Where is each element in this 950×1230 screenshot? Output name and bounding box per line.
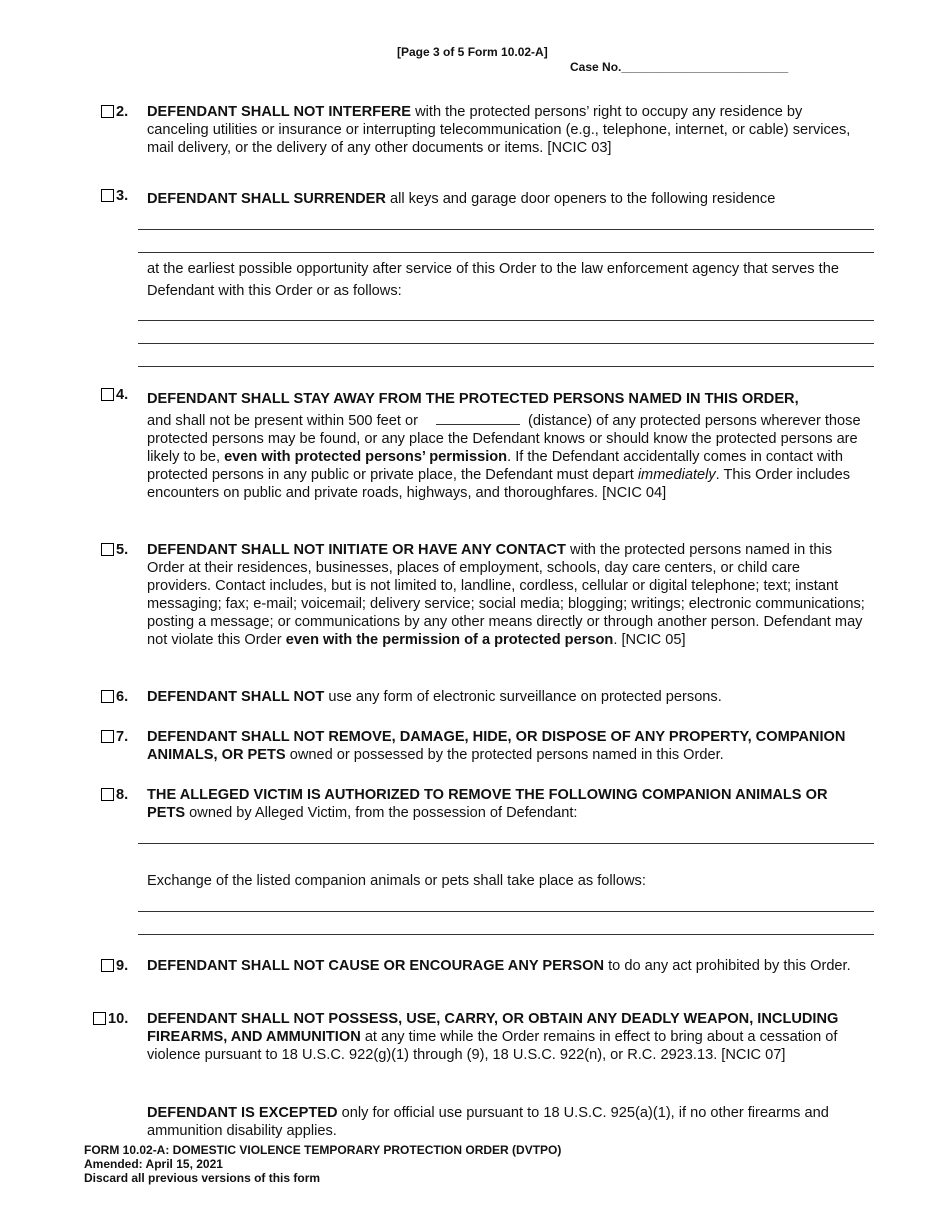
item-7-heading: DEFENDANT SHALL NOT REMOVE, DAMAGE, HIDE, OR DISPOSE OF ANY PROPERTY, COMPANION ANIMALS, OR PETS	[147, 729, 846, 763]
item-3-body: all keys and garage door openers to the following residence	[385, 191, 776, 207]
item-4-heading-text: DEFENDANT SHALL STAY AWAY FROM THE PROTECTED PERSONS NAMED IN THIS ORDER,	[147, 391, 799, 407]
item-3-residence-line-1[interactable]	[138, 229, 874, 230]
item-5-text	[147, 541, 867, 649]
item-3-method-line-2[interactable]	[138, 343, 874, 344]
item-10-checkbox[interactable]	[93, 1012, 106, 1025]
item-4-checkbox[interactable]	[101, 388, 114, 401]
item-8-checkbox[interactable]	[101, 788, 114, 801]
item-8-number: 8.	[116, 787, 129, 803]
item-10-heading: DEFENDANT SHALL NOT POSSESS, USE, CARRY, OR OBTAIN ANY DEADLY WEAPON, INCLUDING FIREARMS, AND AMMUNITION	[147, 1011, 839, 1045]
item-4-body-b: (distance) of any protected persons wherever those protected persons may be found, or any place the Defendant knows or should know the protected persons are likely to be,	[147, 413, 861, 465]
item-8-body: owned by Alleged Victim, from the possession of Defendant:	[185, 805, 578, 821]
item-9-checkbox[interactable]	[101, 959, 114, 972]
item-4-heading	[147, 390, 867, 408]
item-5-permission: even with the permission of a protected person	[285, 632, 614, 648]
item-4-distance-blank[interactable]	[436, 412, 520, 425]
item-2-text	[147, 103, 867, 157]
item-10-number: 10.	[108, 1011, 129, 1027]
item-8-exchange-line-2[interactable]	[138, 934, 874, 935]
footer-discard-note: Discard all previous versions of this form	[84, 1171, 321, 1185]
item-3-text	[147, 190, 867, 208]
item-9-text	[147, 957, 867, 975]
item-2-checkbox[interactable]	[101, 105, 114, 118]
item-4-body-a: and shall not be present within 500 feet or	[147, 413, 418, 429]
item-2-body: with the protected persons’ right to occupy any residence by canceling utilities or insurance or interrupting telecommunication (e.g., telephone, internet, or cable) services, mail delivery, or the delivery of any other documents or items. [NCIC 03]	[147, 104, 851, 156]
item-7-checkbox[interactable]	[101, 730, 114, 743]
item-4-body-d: . This Order includes encounters on public and private roads, highways, and thoroughfares. [NCIC 04]	[147, 467, 851, 501]
item-5-heading: DEFENDANT SHALL NOT INITIATE OR HAVE ANY CONTACT	[147, 542, 566, 558]
footer-amended: Amended: April 15, 2021	[84, 1157, 223, 1171]
page-label: [Page 3 of 5 Form 10.02-A]	[397, 45, 548, 59]
item-5-body-b: . [NCIC 05]	[613, 632, 686, 648]
item-4-permission: even with protected persons’ permission	[224, 449, 508, 465]
case-number-label: Case No.	[570, 60, 622, 74]
item-8-heading: THE ALLEGED VICTIM IS AUTHORIZED TO REMOVE THE FOLLOWING COMPANION ANIMALS OR PETS	[147, 787, 828, 821]
item-5-checkbox[interactable]	[101, 543, 114, 556]
item-3-method-line-1[interactable]	[138, 320, 874, 321]
item-7-text	[147, 728, 867, 764]
item-3-checkbox[interactable]	[101, 189, 114, 202]
item-9-number: 9.	[116, 958, 129, 974]
item-10-exception-heading: DEFENDANT IS EXCEPTED	[147, 1105, 338, 1121]
item-4-body-c: . If the Defendant accidentally comes in contact with protected persons in any public or private place, the Defendant must depart	[147, 449, 843, 483]
item-6-text	[147, 688, 867, 706]
item-6-heading: DEFENDANT SHALL NOT	[147, 689, 325, 705]
item-10-exception	[147, 1104, 867, 1140]
case-number	[570, 60, 788, 74]
footer-form-title: FORM 10.02-A: DOMESTIC VIOLENCE TEMPORARY PROTECTION ORDER (DVTPO)	[84, 1143, 562, 1157]
item-7-number: 7.	[116, 729, 129, 745]
item-10-body: at any time while the Order remains in effect to bring about a cessation of violence pursuant to 18 U.S.C. 922(g)(1) through (9), 18 U.S.C. 922(n), or R.C. 2923.13. [NCIC 07]	[147, 1029, 838, 1063]
item-4-immediately: immediately	[637, 467, 716, 483]
item-3-residence-line-2[interactable]	[138, 252, 874, 253]
item-6-body: use any form of electronic surveillance on protected persons.	[324, 689, 722, 705]
item-3-number: 3.	[116, 188, 129, 204]
item-4-text	[147, 412, 867, 502]
item-3-method-line-3[interactable]	[138, 366, 874, 367]
item-8-text	[147, 786, 867, 822]
item-8-animals-line[interactable]	[138, 843, 874, 844]
item-3-continuation: at the earliest possible opportunity after service of this Order to the law enforcement agency that serves the Defendant with this Order or as follows:	[147, 261, 839, 299]
item-8-continuation: Exchange of the listed companion animals or pets shall take place as follows:	[147, 873, 646, 889]
item-5-number: 5.	[116, 542, 129, 558]
item-2-heading: DEFENDANT SHALL NOT INTERFERE	[147, 104, 412, 120]
item-9-heading: DEFENDANT SHALL NOT CAUSE OR ENCOURAGE ANY PERSON	[147, 958, 605, 974]
item-3-heading: DEFENDANT SHALL SURRENDER	[147, 191, 386, 207]
item-8-exchange-line-1[interactable]	[138, 911, 874, 912]
item-5-body: with the protected persons named in this Order at their residences, businesses, places of employment, schools, day care centers, or child care providers. Contact includes, but is not limited to, landline, cordless, cellular or digital telephone; text; instant messaging; fax; e-mail; voicemail; delivery service; social media; blogging; writings; electronic communications; posting a message; or communications by any other means directly or through another person. Defendant may not violate this Order	[147, 542, 865, 648]
item-9-body: to do any act prohibited by this Order.	[604, 958, 851, 974]
item-10-text	[147, 1010, 867, 1064]
item-6-checkbox[interactable]	[101, 690, 114, 703]
item-6-number: 6.	[116, 689, 129, 705]
item-2-number: 2.	[116, 104, 129, 120]
case-number-blank[interactable]: _________________________	[621, 60, 789, 74]
item-10-exception-body: only for official use pursuant to 18 U.S.C. 925(a)(1), if no other firearms and ammunition disability applies.	[147, 1105, 829, 1139]
item-7-body: owned or possessed by the protected persons named in this Order.	[285, 747, 724, 763]
item-4-number: 4.	[116, 387, 129, 403]
